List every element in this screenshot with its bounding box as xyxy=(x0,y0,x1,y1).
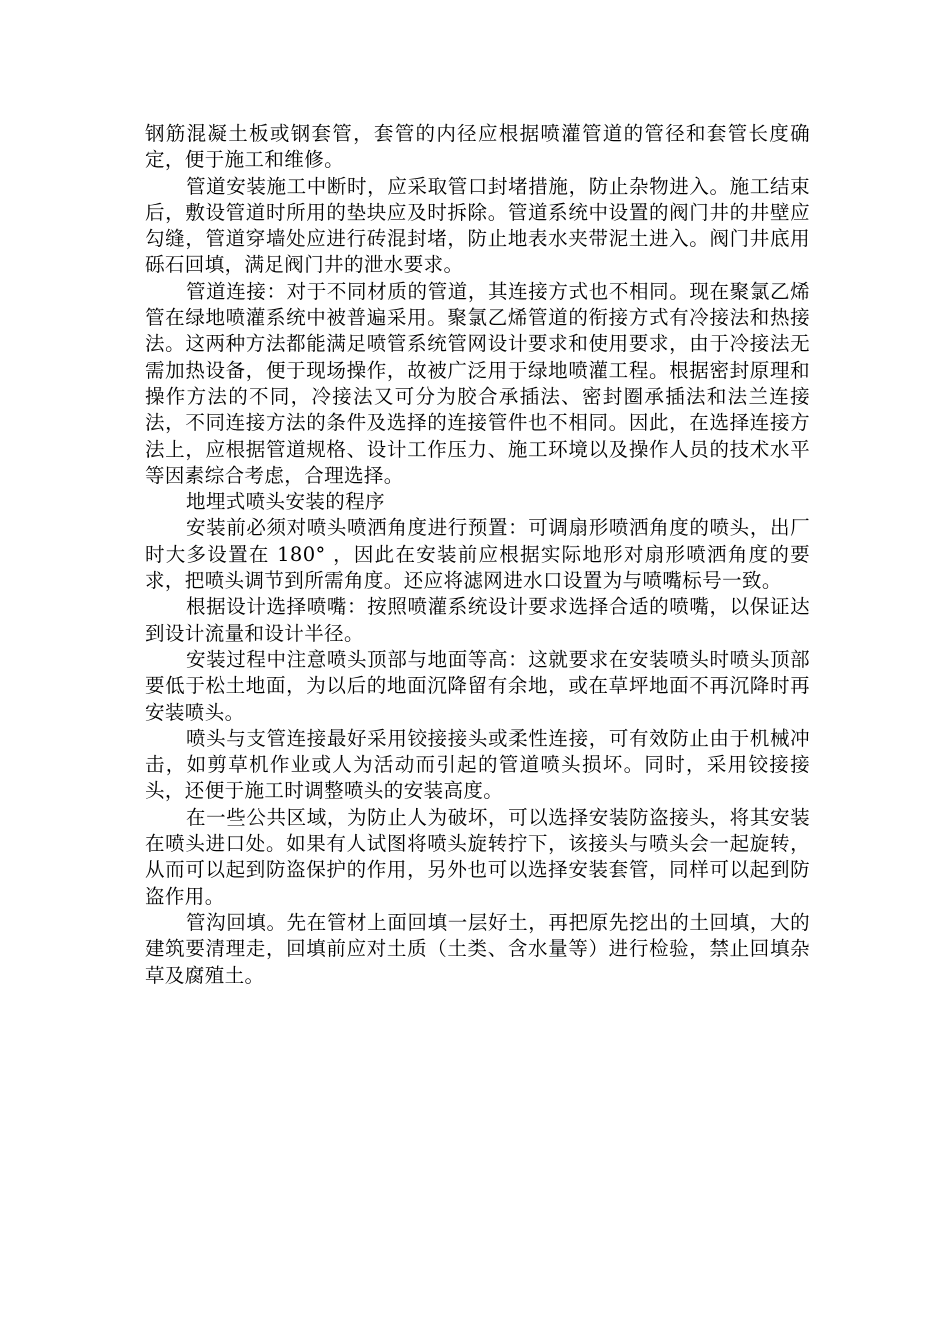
paragraph-head-level: 安装过程中注意喷头顶部与地面等高：这就要求在安装喷头时喷头顶部要低于松土地面，为以后的地面沉降留有余地，或在草坪地面不再沉降时再安装喷头。 xyxy=(145,647,810,724)
paragraph-continuation: 钢筋混凝土板或钢套管，套管的内径应根据喷灌管道的管径和套管长度确定，便于施工和维修。 xyxy=(145,122,810,172)
paragraph-angle-preset: 安装前必须对喷头喷洒角度进行预置：可调扇形喷洒角度的喷头，出厂时大多设置在 180° ，因此在安装前应根据实际地形对扇形喷洒角度的要求，把喷头调节到所需角度。还应将滤网进水口设置为与喷嘴标号一致。 xyxy=(145,516,810,593)
paragraph-nozzle-selection: 根据设计选择喷嘴：按照喷灌系统设计要求选择合适的喷嘴，以保证达到设计流量和设计半径。 xyxy=(145,595,810,645)
paragraph-trench-backfill: 管沟回填。先在管材上面回填一层好土，再把原先挖出的土回填，大的建筑要清理走，回填前应对土质（土类、含水量等）进行检验，禁止回填杂草及腐殖土。 xyxy=(145,910,810,987)
document-body xyxy=(145,121,810,989)
paragraph-pipe-connection: 管道连接：对于不同材质的管道，其连接方式也不相同。现在聚氯乙烯管在绿地喷灌系统中被普遍采用。聚氯乙烯管道的衔接方式有冷接法和热接法。这两种方法都能满足喷管系统管网设计要求和使用要求，由于冷接法无需加热设备，便于现场操作，故被广泛用于绿地喷灌工程。根据密封原理和操作方法的不同，冷接法又可分为胶合承插法、密封圈承插法和法兰连接法，不同连接方法的条件及选择的连接管件也不相同。因此，在选择连接方法上，应根据管道规格、设计工作压力、施工环境以及操作人员的技术水平等因素综合考虑，合理选择。 xyxy=(145,279,810,487)
paragraph-hinged-joint: 喷头与支管连接最好采用铰接接头或柔性连接，可有效防止由于机械冲击，如剪草机作业或人为活动而引起的管道喷头损坏。同时，采用铰接接头，还便于施工时调整喷头的安装高度。 xyxy=(145,726,810,803)
section-heading-sprinkler-installation: 地埋式喷头安装的程序 xyxy=(185,490,385,514)
paragraph-pipe-sealing: 管道安装施工中断时，应采取管口封堵措施，防止杂物进入。施工结束后，敷设管道时所用的垫块应及时拆除。管道系统中设置的阀门井的井壁应勾缝，管道穿墙处应进行砖混封堵，防止地表水夹带泥土进入。阀门井底用砾石回填，满足阀门井的泄水要求。 xyxy=(145,174,810,277)
paragraph-anti-theft: 在一些公共区域，为防止人为破坏，可以选择安装防盗接头，将其安装在喷头进口处。如果有人试图将喷头旋转拧下，该接头与喷头会一起旋转，从而可以起到防盗保护的作用，另外也可以选择安装套管，同样可以起到防盗作用。 xyxy=(145,805,810,908)
